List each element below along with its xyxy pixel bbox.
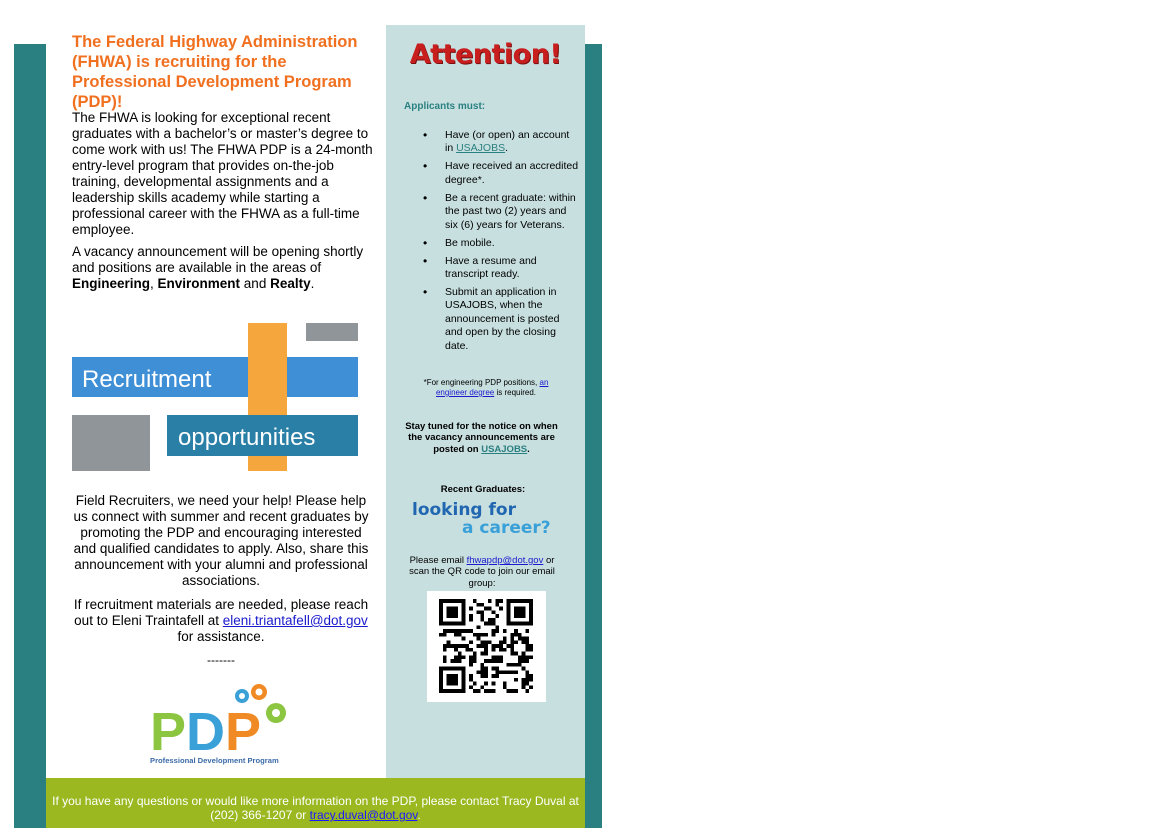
stay-tuned-note (404, 421, 559, 455)
vacancy-suffix: . (310, 276, 315, 291)
engineering-footnote (416, 378, 556, 398)
sidebar (386, 25, 585, 778)
email-text: or scan the QR code to join our email group: (409, 555, 555, 589)
right-border (585, 44, 602, 828)
tracy-email-link[interactable]: tracy.duval@dot.gov (309, 808, 418, 822)
looking-text: looking for (412, 500, 516, 520)
qr-code-icon (439, 599, 533, 693)
footnote-text: *For engineering PDP positions, (423, 378, 540, 387)
list-item: • Be mobile. (409, 237, 579, 250)
intro-paragraph: The FHWA is looking for exceptional recent graduates with a bachelor’s or master’s degree to come work with us! The FHWA PDP is a 24-month entry-level program that provides on-the-job training, developmental assignments and a leadership skills academy while starting a professional career with the FHWA as a full-time employee. (72, 110, 373, 237)
pdp-logo-tagline: Professional Development Program (150, 756, 279, 765)
email-note (402, 555, 562, 589)
area-separator: , (150, 276, 158, 291)
area-separator: and (240, 276, 271, 291)
usajobs-link[interactable]: USAJOBS (481, 443, 528, 455)
vacancy-paragraph (72, 244, 377, 292)
list-item: • Be a recent graduate: within the past two (2) years and six (6) years for Veterans. (409, 192, 579, 232)
pdp-logo (150, 680, 290, 768)
stay-text: . (527, 443, 530, 455)
req-text: . (505, 142, 509, 155)
footnote-text: is required. (494, 388, 537, 397)
footer-text (46, 794, 585, 822)
pdp-logo-letters: PDP (150, 702, 262, 762)
list-item: • Have a resume and transcript ready. (409, 255, 579, 282)
attention-heading: Attention! (409, 39, 562, 70)
eleni-email-link[interactable]: eleni.triantafell@dot.gov (222, 613, 368, 628)
gray-block-left (72, 415, 150, 471)
req-text: Have (or open) an account in (445, 129, 570, 155)
area-engineering: Engineering (72, 276, 151, 291)
page-title: The Federal Highway Administration (FHWA) is recruiting for the Professional Development Program (PDP)! (72, 33, 358, 111)
left-border (14, 44, 46, 828)
graphic-word-opportunities: opportunities (178, 424, 316, 451)
looking-for-a-career-graphic (412, 499, 552, 537)
materials-suffix: for assistance. (177, 629, 265, 644)
fhwapdp-email-link[interactable]: fhwapdp@dot.gov (466, 555, 544, 566)
materials-paragraph (70, 597, 372, 645)
requirements-list (409, 129, 579, 358)
main-column (46, 25, 386, 778)
area-realty: Realty (270, 276, 311, 291)
area-environment: Environment (157, 276, 241, 291)
email-text: Please email (409, 555, 467, 566)
applicants-heading: Applicants must: (404, 101, 486, 112)
stay-text: Stay tuned for the notice on when the vacancy announcements are posted on (405, 421, 558, 455)
list-item: • Submit an application in USAJOBS, when the announcement is posted and open by the closing date. (409, 286, 579, 353)
materials-prefix: If recruitment materials are needed, please reach out to Eleni Traintafell at (73, 597, 369, 628)
field-recruiters-paragraph: Field Recruiters, we need your help! Please help us connect with summer and recent graduates by promoting the PDP and encouraging interested and qualified candidates to apply. Also, share this announcement with your alumni and professional associations. (73, 493, 369, 588)
vacancy-prefix: A vacancy announcement will be opening shortly and positions are available in the areas of (72, 244, 364, 275)
list-item: • Have received an accredited degree*. (409, 160, 579, 187)
footer (46, 778, 585, 828)
footer-suffix: . (417, 808, 421, 822)
career-text: a career? (462, 518, 551, 537)
qr-code[interactable] (427, 591, 546, 702)
recent-graduates-heading: Recent Graduates: (440, 484, 526, 495)
separator-line: ------- (207, 653, 235, 667)
usajobs-link[interactable]: USAJOBS (456, 142, 506, 155)
list-item (409, 129, 579, 156)
engineer-degree-link[interactable]: an engineer degree (435, 378, 549, 397)
footer-contact-text: If you have any questions or would like more information on the PDP, please contact Tracy Duval at (202) 366-1207 or (52, 794, 579, 822)
recruitment-opportunities-graphic (72, 323, 358, 471)
gray-block-top (306, 323, 358, 341)
graphic-word-recruitment: Recruitment (82, 366, 212, 393)
